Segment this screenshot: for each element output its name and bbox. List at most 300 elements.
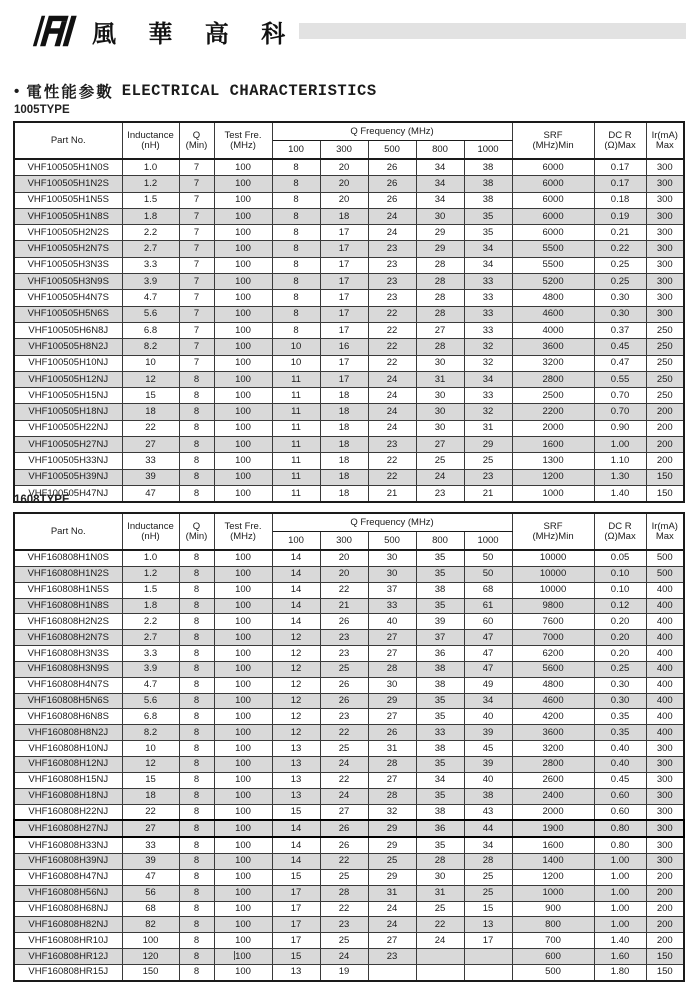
value-cell: 3.9 bbox=[122, 661, 179, 677]
value-cell: 0.90 bbox=[594, 420, 646, 436]
table-row bbox=[14, 804, 684, 820]
value-cell: 500 bbox=[646, 566, 684, 582]
part-no-cell: VHF100505H33NJ bbox=[14, 453, 122, 469]
table-row bbox=[14, 241, 684, 257]
value-cell: 1.10 bbox=[594, 453, 646, 469]
value-cell: 100 bbox=[214, 869, 272, 885]
value-cell: 18 bbox=[320, 420, 368, 436]
value-cell: 28 bbox=[368, 788, 416, 804]
value-cell: 250 bbox=[646, 322, 684, 338]
table-label-1005type: 1005TYPE bbox=[14, 104, 70, 116]
value-cell: 5500 bbox=[512, 241, 594, 257]
value-cell: 0.60 bbox=[594, 788, 646, 804]
value-cell: 18 bbox=[320, 388, 368, 404]
table-label-1608type: 1608TYPE bbox=[14, 494, 70, 506]
value-cell: 3600 bbox=[512, 725, 594, 741]
value-cell: 16 bbox=[320, 339, 368, 355]
value-cell: 38 bbox=[416, 661, 464, 677]
value-cell: 20 bbox=[320, 566, 368, 582]
value-cell: 150 bbox=[122, 964, 179, 980]
value-cell: 35 bbox=[416, 756, 464, 772]
value-cell: 11 bbox=[272, 437, 320, 453]
value-cell: 20 bbox=[320, 192, 368, 208]
value-cell: 100 bbox=[214, 677, 272, 693]
value-cell: 100 bbox=[214, 837, 272, 853]
col-srf: SRF (MHz)Min bbox=[512, 513, 594, 550]
value-cell: 100 bbox=[214, 159, 272, 176]
col-q-frequency-sub: 100 bbox=[272, 141, 320, 160]
col-q-frequency-sub: 300 bbox=[320, 141, 368, 160]
value-cell: 18 bbox=[122, 788, 179, 804]
value-cell: 18 bbox=[320, 469, 368, 485]
value-cell: 8 bbox=[179, 772, 214, 788]
value-cell: 40 bbox=[464, 772, 512, 788]
table-row bbox=[14, 225, 684, 241]
value-cell: 150 bbox=[646, 485, 684, 502]
value-cell: 0.40 bbox=[594, 756, 646, 772]
value-cell: 7 bbox=[179, 241, 214, 257]
value-cell: 24 bbox=[320, 949, 368, 965]
part-no-cell: VHF160808HR12J bbox=[14, 949, 122, 965]
value-cell: 38 bbox=[416, 582, 464, 598]
part-no-cell: VHF100505H39NJ bbox=[14, 469, 122, 485]
value-cell: 39 bbox=[122, 854, 179, 870]
value-cell: 20 bbox=[320, 550, 368, 566]
value-cell: 7 bbox=[179, 159, 214, 176]
value-cell: 300 bbox=[646, 192, 684, 208]
value-cell: 35 bbox=[416, 550, 464, 566]
table-row bbox=[14, 661, 684, 677]
value-cell: 0.47 bbox=[594, 355, 646, 371]
value-cell: 56 bbox=[122, 885, 179, 901]
value-cell: 28 bbox=[464, 854, 512, 870]
value-cell: 22 bbox=[320, 582, 368, 598]
value-cell: 24 bbox=[320, 788, 368, 804]
value-cell: 18 bbox=[320, 485, 368, 502]
part-no-cell: VHF160808H3N9S bbox=[14, 661, 122, 677]
value-cell: 0.25 bbox=[594, 257, 646, 273]
value-cell: 22 bbox=[368, 469, 416, 485]
value-cell: 0.35 bbox=[594, 709, 646, 725]
value-cell: 1600 bbox=[512, 437, 594, 453]
value-cell: 3.3 bbox=[122, 257, 179, 273]
value-cell: 100 bbox=[214, 404, 272, 420]
value-cell: 300 bbox=[646, 820, 684, 837]
value-cell: 82 bbox=[122, 917, 179, 933]
value-cell: 28 bbox=[416, 274, 464, 290]
value-cell: 28 bbox=[416, 339, 464, 355]
value-cell: 17 bbox=[464, 933, 512, 949]
value-cell: 25 bbox=[320, 933, 368, 949]
part-no-cell: VHF160808H1N5S bbox=[14, 582, 122, 598]
value-cell: 27 bbox=[368, 630, 416, 646]
col-test-fre: Test Fre. (MHz) bbox=[214, 513, 272, 550]
value-cell: 300 bbox=[646, 804, 684, 820]
value-cell: 8 bbox=[179, 677, 214, 693]
value-cell: 0.30 bbox=[594, 306, 646, 322]
value-cell: 37 bbox=[416, 630, 464, 646]
col-dc-r: DC R (Ω)Max bbox=[594, 122, 646, 159]
value-cell: 5500 bbox=[512, 257, 594, 273]
value-cell: 2600 bbox=[512, 772, 594, 788]
value-cell: 34 bbox=[416, 176, 464, 192]
value-cell: 8 bbox=[179, 550, 214, 566]
value-cell: 34 bbox=[464, 371, 512, 387]
table-row bbox=[14, 788, 684, 804]
value-cell: 27 bbox=[416, 437, 464, 453]
value-cell: 29 bbox=[368, 869, 416, 885]
value-cell: 22 bbox=[368, 306, 416, 322]
value-cell: 30 bbox=[416, 869, 464, 885]
value-cell: 47 bbox=[464, 661, 512, 677]
value-cell: 0.70 bbox=[594, 388, 646, 404]
value-cell: 0.30 bbox=[594, 677, 646, 693]
value-cell: 100 bbox=[214, 854, 272, 870]
value-cell: 7 bbox=[179, 225, 214, 241]
value-cell: 20 bbox=[320, 176, 368, 192]
value-cell: 38 bbox=[464, 788, 512, 804]
table-row bbox=[14, 192, 684, 208]
value-cell: 400 bbox=[646, 725, 684, 741]
value-cell: 8 bbox=[179, 756, 214, 772]
value-cell: 33 bbox=[122, 453, 179, 469]
value-cell: 1.40 bbox=[594, 485, 646, 502]
value-cell: 8 bbox=[179, 598, 214, 614]
value-cell: 1.40 bbox=[594, 933, 646, 949]
value-cell: 35 bbox=[416, 788, 464, 804]
value-cell: 30 bbox=[368, 566, 416, 582]
value-cell: 1.2 bbox=[122, 566, 179, 582]
value-cell: 45 bbox=[464, 741, 512, 757]
value-cell: 100 bbox=[214, 756, 272, 772]
header-divider-bar bbox=[299, 23, 686, 39]
value-cell: 13 bbox=[272, 964, 320, 980]
value-cell: 28 bbox=[368, 661, 416, 677]
value-cell: 2.7 bbox=[122, 630, 179, 646]
value-cell: 0.45 bbox=[594, 339, 646, 355]
value-cell: 100 bbox=[214, 885, 272, 901]
value-cell: 44 bbox=[464, 820, 512, 837]
bullet-icon: • bbox=[14, 82, 20, 100]
value-cell: 12 bbox=[272, 630, 320, 646]
value-cell: 17 bbox=[320, 322, 368, 338]
value-cell: 13 bbox=[272, 772, 320, 788]
value-cell bbox=[464, 949, 512, 965]
value-cell: 14 bbox=[272, 582, 320, 598]
part-no-cell: VHF100505H6N8J bbox=[14, 322, 122, 338]
value-cell: 250 bbox=[646, 371, 684, 387]
value-cell: 38 bbox=[416, 804, 464, 820]
table-row bbox=[14, 355, 684, 371]
value-cell: 50 bbox=[464, 550, 512, 566]
value-cell: 500 bbox=[512, 964, 594, 980]
value-cell: 13 bbox=[272, 741, 320, 757]
value-cell: 1.0 bbox=[122, 550, 179, 566]
value-cell: 33 bbox=[464, 388, 512, 404]
value-cell: 27 bbox=[320, 804, 368, 820]
value-cell: 1.8 bbox=[122, 208, 179, 224]
value-cell: 2000 bbox=[512, 804, 594, 820]
part-no-cell: VHF160808H82NJ bbox=[14, 917, 122, 933]
value-cell: 23 bbox=[320, 630, 368, 646]
col-inductance: Inductance (nH) bbox=[122, 513, 179, 550]
value-cell: 23 bbox=[368, 257, 416, 273]
part-no-cell: VHF160808H12NJ bbox=[14, 756, 122, 772]
part-no-cell: VHF160808H1N2S bbox=[14, 566, 122, 582]
value-cell: 1.80 bbox=[594, 964, 646, 980]
value-cell: 200 bbox=[646, 885, 684, 901]
value-cell: 29 bbox=[464, 437, 512, 453]
value-cell: 21 bbox=[368, 485, 416, 502]
value-cell: 25 bbox=[464, 885, 512, 901]
value-cell: 0.10 bbox=[594, 582, 646, 598]
value-cell: 7 bbox=[179, 290, 214, 306]
value-cell: 24 bbox=[368, 225, 416, 241]
value-cell: 6000 bbox=[512, 225, 594, 241]
value-cell: 25 bbox=[416, 453, 464, 469]
table-row bbox=[14, 550, 684, 566]
value-cell: 31 bbox=[368, 741, 416, 757]
brand-name: 風 華 高 科 bbox=[92, 19, 298, 48]
value-cell: 7000 bbox=[512, 630, 594, 646]
value-cell: 100 bbox=[214, 709, 272, 725]
col-group-q-frequency: Q Frequency (MHz) bbox=[272, 122, 512, 141]
value-cell: 1000 bbox=[512, 485, 594, 502]
part-no-cell: VHF160808H1N0S bbox=[14, 550, 122, 566]
value-cell: 2200 bbox=[512, 404, 594, 420]
value-cell: 1.00 bbox=[594, 917, 646, 933]
value-cell: 5200 bbox=[512, 274, 594, 290]
value-cell: 10000 bbox=[512, 582, 594, 598]
value-cell: 100 bbox=[214, 339, 272, 355]
value-cell: 8 bbox=[272, 322, 320, 338]
value-cell: 32 bbox=[464, 404, 512, 420]
value-cell: 7 bbox=[179, 192, 214, 208]
value-cell: 47 bbox=[464, 630, 512, 646]
value-cell: 100 bbox=[214, 453, 272, 469]
value-cell: 25 bbox=[416, 901, 464, 917]
value-cell: 8 bbox=[179, 725, 214, 741]
value-cell: 22 bbox=[320, 772, 368, 788]
value-cell: 100 bbox=[214, 322, 272, 338]
value-cell: 4200 bbox=[512, 709, 594, 725]
value-cell: 0.30 bbox=[594, 693, 646, 709]
value-cell: 300 bbox=[646, 290, 684, 306]
value-cell: 400 bbox=[646, 693, 684, 709]
value-cell: 8 bbox=[179, 709, 214, 725]
value-cell: 27 bbox=[122, 437, 179, 453]
table-row bbox=[14, 371, 684, 387]
value-cell: 47 bbox=[122, 485, 179, 502]
table-row bbox=[14, 725, 684, 741]
value-cell: 27 bbox=[368, 646, 416, 662]
value-cell: 8 bbox=[272, 241, 320, 257]
value-cell: 60 bbox=[464, 614, 512, 630]
value-cell: 8 bbox=[179, 566, 214, 582]
value-cell: 36 bbox=[416, 820, 464, 837]
value-cell: 26 bbox=[320, 693, 368, 709]
value-cell: 29 bbox=[368, 693, 416, 709]
table-row bbox=[14, 756, 684, 772]
value-cell: 8 bbox=[179, 885, 214, 901]
value-cell: 32 bbox=[464, 339, 512, 355]
value-cell: 17 bbox=[320, 257, 368, 273]
value-cell: 700 bbox=[512, 933, 594, 949]
value-cell: 27 bbox=[416, 322, 464, 338]
value-cell: 47 bbox=[122, 869, 179, 885]
value-cell: 25 bbox=[320, 661, 368, 677]
value-cell: 25 bbox=[320, 741, 368, 757]
part-no-cell: VHF100505H5N6S bbox=[14, 306, 122, 322]
value-cell: 100 bbox=[214, 725, 272, 741]
table-row bbox=[14, 917, 684, 933]
table-row bbox=[14, 693, 684, 709]
part-no-cell: VHF160808H33NJ bbox=[14, 837, 122, 853]
value-cell: 7 bbox=[179, 274, 214, 290]
value-cell: 8 bbox=[272, 176, 320, 192]
value-cell: 8 bbox=[179, 371, 214, 387]
value-cell: 100 bbox=[214, 355, 272, 371]
part-no-cell: VHF160808H4N7S bbox=[14, 677, 122, 693]
col-q-frequency-sub: 1000 bbox=[464, 532, 512, 551]
value-cell: 1.5 bbox=[122, 582, 179, 598]
table-row bbox=[14, 485, 684, 502]
value-cell: 120 bbox=[122, 949, 179, 965]
value-cell: 8 bbox=[179, 804, 214, 820]
part-no-cell: VHF160808H10NJ bbox=[14, 741, 122, 757]
part-no-cell: VHF160808H68NJ bbox=[14, 901, 122, 917]
value-cell: 200 bbox=[646, 420, 684, 436]
value-cell: 2.7 bbox=[122, 241, 179, 257]
value-cell: 7600 bbox=[512, 614, 594, 630]
value-cell: 38 bbox=[464, 192, 512, 208]
value-cell: 8 bbox=[179, 901, 214, 917]
col-q-frequency-sub: 300 bbox=[320, 532, 368, 551]
table-row bbox=[14, 274, 684, 290]
value-cell: 200 bbox=[646, 901, 684, 917]
value-cell: 11 bbox=[272, 485, 320, 502]
value-cell: 17 bbox=[272, 933, 320, 949]
value-cell: 1.00 bbox=[594, 854, 646, 870]
part-no-cell: VHF100505H2N7S bbox=[14, 241, 122, 257]
value-cell: 300 bbox=[646, 159, 684, 176]
value-cell: 1.8 bbox=[122, 598, 179, 614]
value-cell: 8 bbox=[179, 469, 214, 485]
table-row bbox=[14, 820, 684, 837]
part-no-cell: VHF100505H2N2S bbox=[14, 225, 122, 241]
value-cell: 100 bbox=[214, 420, 272, 436]
value-cell: 2800 bbox=[512, 371, 594, 387]
part-no-cell: VHF100505H10NJ bbox=[14, 355, 122, 371]
spec-table-1005type bbox=[13, 121, 685, 503]
value-cell: 26 bbox=[320, 677, 368, 693]
part-no-cell: VHF160808H2N2S bbox=[14, 614, 122, 630]
value-cell: 14 bbox=[272, 566, 320, 582]
value-cell: 300 bbox=[646, 741, 684, 757]
value-cell: 8 bbox=[179, 661, 214, 677]
value-cell: 100 bbox=[214, 614, 272, 630]
table-row bbox=[14, 709, 684, 725]
value-cell: 28 bbox=[368, 756, 416, 772]
scan-artifact-line bbox=[234, 951, 235, 960]
value-cell: 13 bbox=[272, 756, 320, 772]
value-cell: 200 bbox=[646, 869, 684, 885]
table-row bbox=[14, 901, 684, 917]
value-cell: 8 bbox=[179, 917, 214, 933]
table-row bbox=[14, 257, 684, 273]
value-cell: 6000 bbox=[512, 192, 594, 208]
value-cell: 0.18 bbox=[594, 192, 646, 208]
value-cell: 1.5 bbox=[122, 192, 179, 208]
value-cell: 200 bbox=[646, 453, 684, 469]
value-cell: 8 bbox=[179, 614, 214, 630]
table-row bbox=[14, 646, 684, 662]
value-cell: 1.00 bbox=[594, 437, 646, 453]
value-cell: 40 bbox=[464, 709, 512, 725]
value-cell: 26 bbox=[320, 837, 368, 853]
value-cell: 7 bbox=[179, 176, 214, 192]
part-no-cell: VHF100505H1N8S bbox=[14, 208, 122, 224]
value-cell: 0.05 bbox=[594, 550, 646, 566]
table-row bbox=[14, 420, 684, 436]
value-cell: 400 bbox=[646, 709, 684, 725]
value-cell: 400 bbox=[646, 661, 684, 677]
value-cell: 22 bbox=[416, 917, 464, 933]
col-group-q-frequency: Q Frequency (MHz) bbox=[272, 513, 512, 532]
value-cell: 6000 bbox=[512, 159, 594, 176]
value-cell: 39 bbox=[464, 725, 512, 741]
part-no-cell: VHF100505H1N0S bbox=[14, 159, 122, 176]
value-cell: 9800 bbox=[512, 598, 594, 614]
value-cell: 7 bbox=[179, 355, 214, 371]
value-cell: 34 bbox=[416, 772, 464, 788]
value-cell: 0.70 bbox=[594, 404, 646, 420]
value-cell: 18 bbox=[320, 404, 368, 420]
value-cell: 100 bbox=[214, 933, 272, 949]
value-cell: 49 bbox=[464, 677, 512, 693]
col-part-no: Part No. bbox=[14, 513, 122, 550]
value-cell: 1.60 bbox=[594, 949, 646, 965]
value-cell: 13 bbox=[272, 788, 320, 804]
value-cell: 15 bbox=[122, 388, 179, 404]
table-row bbox=[14, 453, 684, 469]
value-cell: 30 bbox=[368, 550, 416, 566]
section-title-cjk: 電性能参數 bbox=[26, 83, 114, 101]
value-cell: 6000 bbox=[512, 176, 594, 192]
value-cell: 30 bbox=[416, 355, 464, 371]
value-cell: 30 bbox=[416, 420, 464, 436]
part-no-cell: VHF160808H56NJ bbox=[14, 885, 122, 901]
part-no-cell: VHF160808H3N3S bbox=[14, 646, 122, 662]
value-cell: 7 bbox=[179, 257, 214, 273]
value-cell: 8 bbox=[179, 404, 214, 420]
col-q-min: Q (Min) bbox=[179, 513, 214, 550]
value-cell: 8 bbox=[179, 788, 214, 804]
value-cell: 7 bbox=[179, 339, 214, 355]
value-cell: 26 bbox=[368, 192, 416, 208]
table-row bbox=[14, 404, 684, 420]
value-cell: 28 bbox=[416, 257, 464, 273]
value-cell: 8 bbox=[272, 257, 320, 273]
value-cell: 12 bbox=[272, 661, 320, 677]
value-cell: 8 bbox=[179, 949, 214, 965]
value-cell: 400 bbox=[646, 598, 684, 614]
value-cell: 17 bbox=[272, 917, 320, 933]
value-cell: 7 bbox=[179, 306, 214, 322]
value-cell: 14 bbox=[272, 854, 320, 870]
part-no-cell: VHF100505H1N5S bbox=[14, 192, 122, 208]
value-cell: 21 bbox=[320, 598, 368, 614]
